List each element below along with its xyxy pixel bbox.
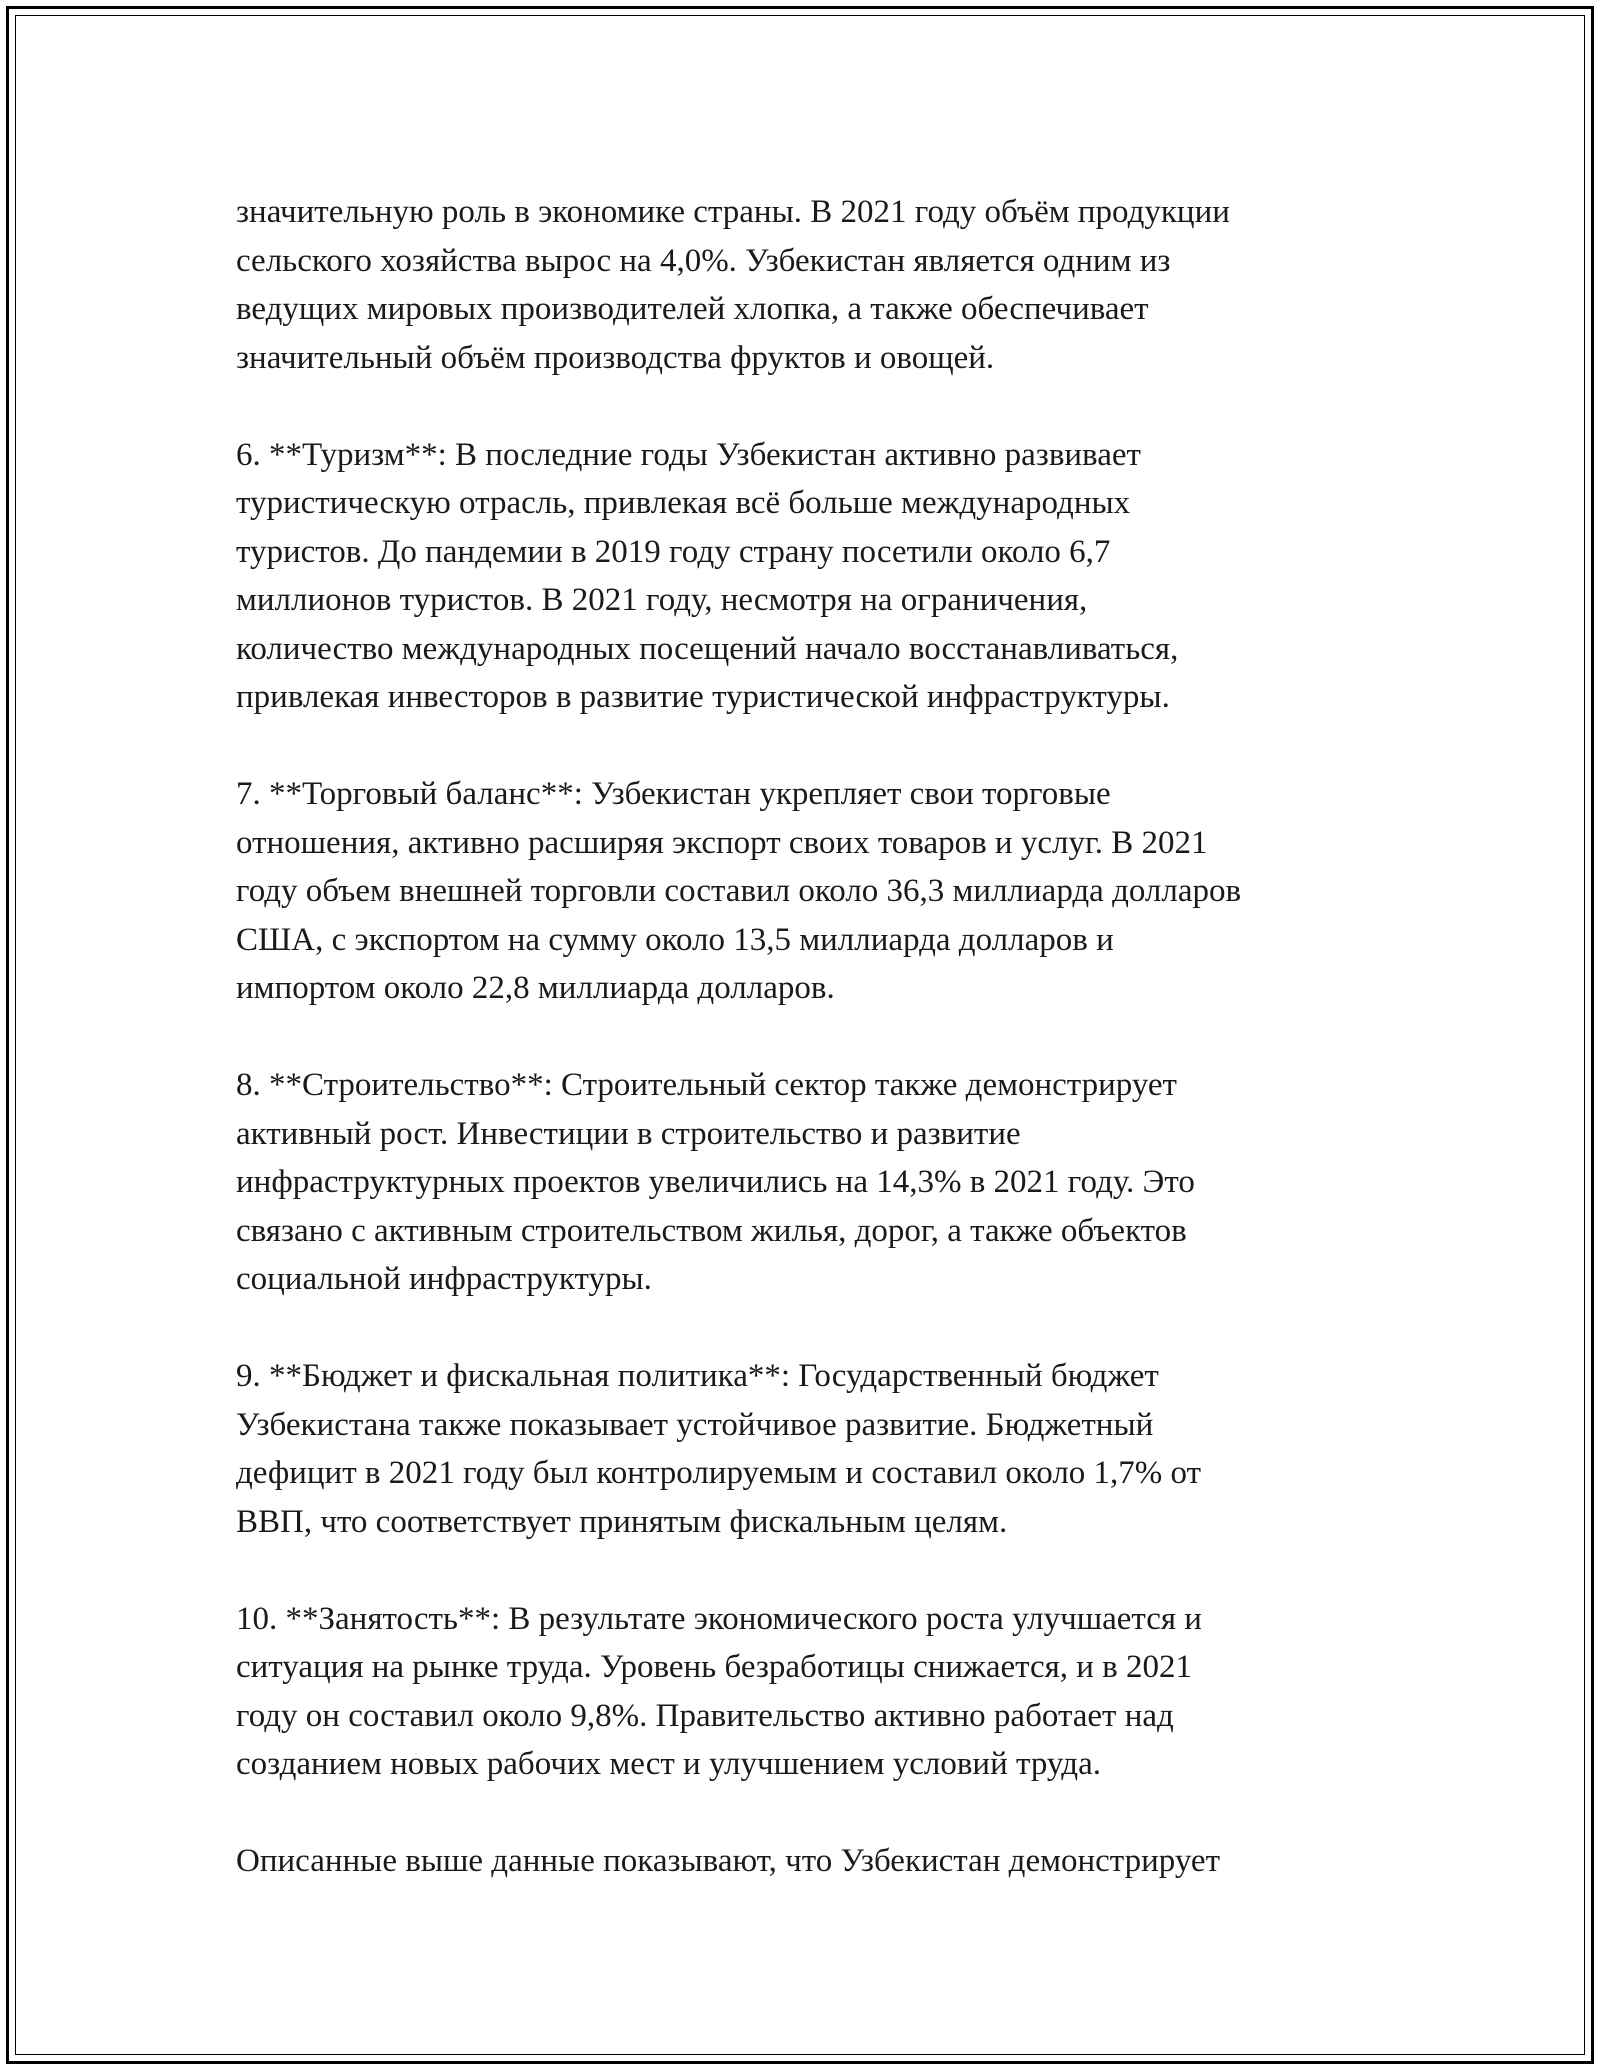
- paragraph-budget: 9. **Бюджет и фискальная политика**: Государственный бюджет Узбекистана также показывает устойчивое развитие. Бюджетный дефицит в 2021 году был контролируемым и составил около 1,7% от ВВП, что соответствует принятым фискальным целям.: [236, 1358, 1202, 1540]
- document-body: [236, 188, 1386, 1886]
- paragraph-agriculture-continued: значительную роль в экономике страны. В 2021 году объём продукции сельского хозяйства вырос на 4,0%. Узбекистан является одним из ведущих мировых производителей хлопка, а также обеспечивает значительный объём производства фруктов и овощей.: [236, 194, 1230, 376]
- paragraph-employment: 10. **Занятость**: В результате экономического роста улучшается и ситуация на рынке труда. Уровень безработицы снижается, и в 2021 году он составил около 9,8%. Правительство активно работает над созданием новых рабочих мест и улучшением условий труда.: [236, 1600, 1202, 1782]
- paragraph-trade-balance: 7. **Торговый баланс**: Узбекистан укрепляет свои торговые отношения, активно расширяя экспорт своих товаров и услуг. В 2021 году объем внешней торговли составил около 36,3 миллиарда долларов США, с экспортом на сумму около 13,5 миллиарда долларов и импортом около 22,8 миллиарда долларов.: [236, 776, 1242, 1006]
- paragraph-construction: 8. **Строительство**: Строительный сектор также демонстрирует активный рост. Инвестиции в строительство и развитие инфраструктурных проектов увеличились на 14,3% в 2021 году. Это связано с активным строительством жилья, дорог, а также объектов социальной инфраструктуры.: [236, 1067, 1195, 1297]
- paragraph-tourism: 6. **Туризм**: В последние годы Узбекистан активно развивает туристическую отрасль, привлекая всё больше международных туристов. До пандемии в 2019 году страну посетили около 6,7 миллионов туристов. В 2021 году, несмотря на ограничения, количество международных посещений начало восстанавливаться, привлекая инвесторов в развитие туристической инфраструктуры.: [236, 436, 1179, 715]
- paragraph-conclusion: Описанные выше данные показывают, что Узбекистан демонстрирует: [236, 1843, 1220, 1879]
